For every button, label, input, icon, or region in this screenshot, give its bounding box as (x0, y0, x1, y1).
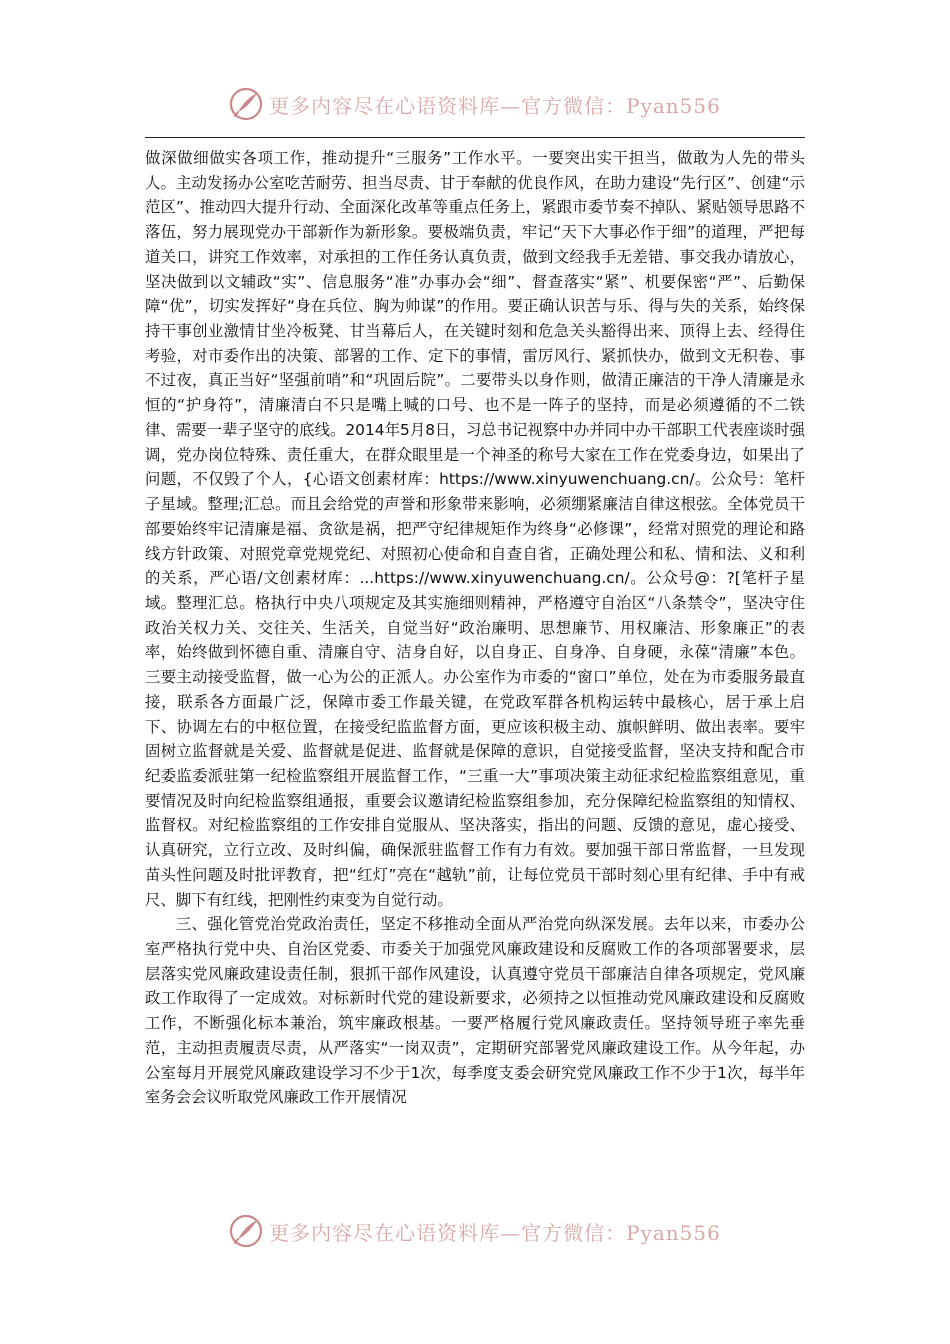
header-watermark-banner (0, 82, 950, 126)
header-divider (145, 137, 805, 138)
header-watermark-text: 更多内容尽在心语资料库—官方微信：Pyan556 (269, 93, 721, 118)
footer-watermark-text: 更多内容尽在心语资料库—官方微信：Pyan556 (269, 1220, 721, 1245)
document-body (145, 146, 805, 1110)
paragraph-continued: 做深做细做实各项工作，推动提升“三服务”工作水平。一要突出实干担当，做敢为人先的带头人。主动发扬办公室吃苦耐劳、担当尽责、甘于奉献的优良作风，在助力建设“先行区”、创建“示范区”、推动四大提升行动、全面深化改革等重点任务上，紧跟市委节奏不掉队、紧贴领导思路不落伍，努力展现党办干部新作为新形象。要极端负责，牢记“天下大事必作于细”的道理，严把每道关口，讲究工作效率，对承担的工作任务认真负责，做到文经我手无差错、事交我办请放心，坚决做到以文辅政“实”、信息服务“准”办事办会“细”、督查落实“紧”、机要保密“严”、后勤保障“优”，切实发挥好“身在兵位、胸为帅谋”的作用。要正确认识苦与乐、得与失的关系，始终保持干事创业激情甘坐冷板凳、甘当幕后人，在关键时刻和危急关头豁得出来、顶得上去、经得住考验，对市委作出的决策、部署的工作、定下的事情，雷厉风行、紧抓快办，做到文无积卷、事不过夜，真正当好“坚强前哨”和“巩固后院”。二要带头以身作则，做清正廉洁的干净人清廉是永恒的“护身符”，清廉清白不只是嘴上喊的口号、也不是一阵子的坚持，而是必须遵循的不二铁律、需要一辈子坚守的底线。2014年5月8日，习总书记视察中办并同中办干部职工代表座谈时强调，党办岗位特殊、责任重大，在群众眼里是一个神圣的称号大家在工作在党委身边，如果出了问题，不仅毁了个人，{心语文创素材库：https://www.xinyuwenchuang.cn/。公众号：笔杆子星域。整理;汇总。而且会给党的声誉和形象带来影响，必须绷紧廉洁自律这根弦。全体党员干部要始终牢记清廉是福、贪欲是祸，把严守纪律规矩作为终身“必修课”，经常对照党的理论和路线方针政策、对照党章党规党纪、对照初心使命和自查自省，正确处理公和私、情和法、义和利的关系，严心语/文创素材库：...https://www.xinyuwenchuang.cn/。公众号@：?[笔杆子星域。整理汇总。格执行中央八项规定及其实施细则精神，严格遵守自治区“八条禁令”，坚决守住政治关权力关、交往关、生活关，自觉当好“政治廉明、思想廉节、用权廉洁、形象廉正”的表率，始终做到怀德自重、清廉自守、洁身自好，以自身正、自身净、自身硬，永葆“清廉”本色。三要主动接受监督，做一心为公的正派人。办公室作为市委的“窗口”单位，处在为市委服务最直接，联系各方面最广泛，保障市委工作最关键，在党政军群各机构运转中最核心，居于承上启下、协调左右的中枢位置，在接受纪监监督方面，更应该积极主动、旗帜鲜明、做出表率。要牢固树立监督就是关爱、监督就是促进、监督就是保障的意识，自觉接受监督，坚决支持和配合市纪委监委派驻第一纪检监察组开展监督工作，“三重一大”事项决策主动征求纪检监察组意见，重要情况及时向纪检监察组通报，重要会议邀请纪检监察组参加，充分保障纪检监察组的知情权、监督权。对纪检监察组的工作安排自觉服从、坚决落实，指出的问题、反馈的意见，虚心接受、认真研究，立行立改、及时纠偏，确保派驻监督工作有力有效。要加强干部日常监督，一旦发现苗头性问题及时批评教育，把“红灯”亮在“越轨”前，让每位党员干部时刻心里有纪律、手中有戒尺、脚下有红线，把刚性约束变为自觉行动。 (145, 149, 806, 909)
quill-logo-icon (229, 1214, 263, 1248)
footer-watermark-banner (0, 1209, 950, 1253)
quill-logo-icon (229, 87, 263, 121)
paragraph-section-three: 三、强化管党治党政治责任，坚定不移推动全面从严治党向纵深发展。去年以来，市委办公室严格执行党中央、自治区党委、市委关于加强党风廉政建设和反腐败工作的各项部署要求，层层落实党风廉政建设责任制，狠抓干部作风建设，认真遵守党员干部廉洁自律各项规定，党风廉政工作取得了一定成效。对标新时代党的建设新要求，必须持之以恒推动党风廉政建设和反腐败工作，不断强化标本兼治，筑牢廉政根基。一要严格履行党风廉政责任。坚持领导班子率先垂范，主动担责履责尽责，从严落实“一岗双责”，定期研究部署党风廉政建设工作。从今年起，办公室每月开展党风廉政建设学习不少于1次，每季度支委会研究党风廉政工作不少于1次，每半年室务会会议听取党风廉政工作开展情况 (145, 915, 805, 1107)
